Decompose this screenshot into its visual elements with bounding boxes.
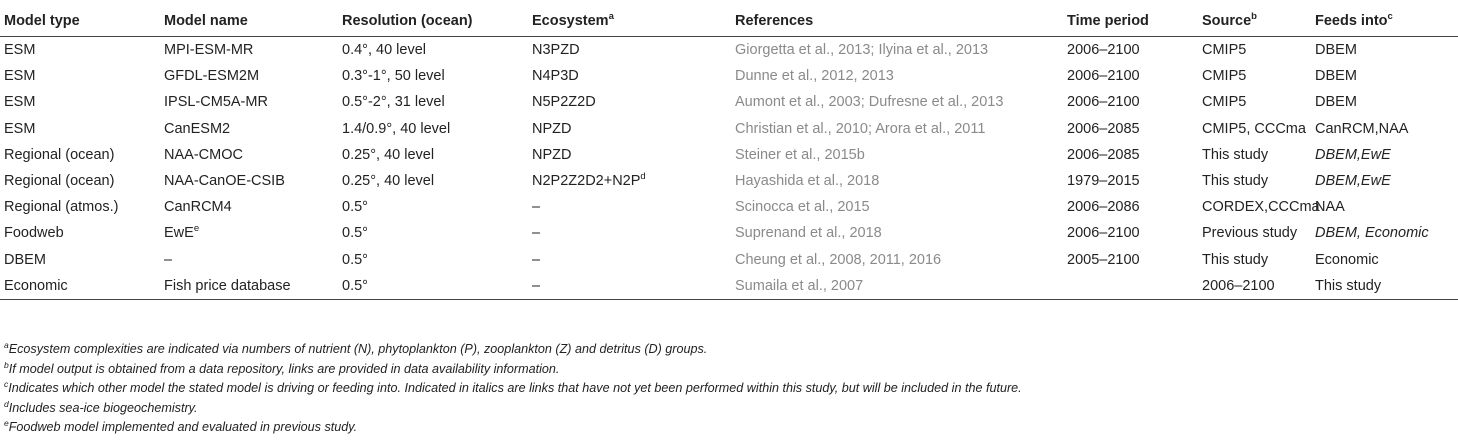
cell-resolution-text: 0.5° (342, 277, 368, 294)
cell-resolution-text: 0.5°-2°, 31 level (342, 94, 445, 111)
cell-feeds-into-text: NAA (1315, 199, 1345, 216)
cell-model-name (160, 168, 338, 194)
cell-references (731, 168, 1063, 194)
cell-resolution-text: 0.5° (342, 251, 368, 268)
footnote-text: If model output is obtained from a data repository, links are provided in data availability information. (8, 361, 560, 376)
cell-model-type (0, 220, 160, 246)
cell-source (1198, 142, 1311, 168)
table-row (0, 142, 1458, 168)
cell-time-period (1063, 273, 1198, 300)
footnote (4, 417, 1454, 440)
cell-source-text: CMIP5 (1202, 94, 1247, 111)
header-model-name: Model name (160, 6, 338, 37)
cell-source-text: 2006–2100 (1202, 277, 1275, 294)
cell-time-period-text: 2006–2100 (1067, 68, 1140, 85)
table-body (0, 37, 1458, 300)
cell-time-period-text: 2006–2085 (1067, 146, 1140, 163)
cell-source (1198, 194, 1320, 220)
cell-time-period-text: 2005–2100 (1067, 251, 1140, 268)
cell-references (731, 63, 1063, 89)
cell-model-name (160, 89, 338, 115)
cell-feeds-into (1311, 63, 1458, 89)
cell-time-period (1063, 37, 1198, 64)
cell-ecosystem-text: N5P2Z2D (532, 94, 596, 111)
table-row (0, 89, 1458, 115)
cell-resolution-text: 0.5° (342, 225, 368, 242)
cell-model-type (0, 142, 160, 168)
table-row (0, 116, 1458, 142)
cell-references-text: Cheung et al., 2008, 2011, 2016 (735, 251, 942, 268)
footnote-text: Ecosystem complexities are indicated via numbers of nutrient (N), phytoplankton (P), zooplankton (Z) and detritus (D) groups. (8, 342, 708, 356)
cell-time-period (1063, 220, 1198, 246)
cell-model-name (160, 142, 338, 168)
cell-model-type (0, 89, 160, 115)
cell-ecosystem (528, 142, 731, 168)
cell-resolution (338, 194, 528, 220)
cell-model-name-text: IPSL-CM5A-MR (164, 94, 268, 111)
header-resolution: Resolution (ocean) (338, 6, 528, 37)
cell-feeds-into (1311, 247, 1458, 273)
cell-references-text: Aumont et al., 2003; Dufresne et al., 2013 (735, 94, 1004, 111)
cell-resolution (338, 247, 528, 273)
cell-ecosystem-text: NPZD (532, 146, 572, 163)
cell-ecosystem-text: N4P3D (532, 68, 579, 85)
cell-ecosystem-text: – (532, 199, 541, 216)
cell-resolution-text: 0.25°, 40 level (342, 173, 435, 190)
cell-source (1198, 273, 1311, 300)
header-row (0, 6, 1458, 37)
footnote-text: Indicates which other model the stated model is driving or feeding into. Indicated in italics are links that have not yet been performed within this study, but will be included in the future. (8, 381, 1022, 395)
cell-ecosystem (528, 220, 731, 246)
header-references: References (731, 6, 1063, 37)
cell-references-text: Suprenand et al., 2018 (735, 225, 882, 242)
cell-time-period-text: 2006–2086 (1067, 199, 1140, 216)
cell-feeds-into (1311, 273, 1458, 300)
cell-feeds-into-text: This study (1315, 277, 1382, 294)
cell-references-text: Dunne et al., 2012, 2013 (735, 68, 894, 85)
cell-ecosystem-text: NPZD (532, 120, 572, 137)
cell-model-type-text: DBEM (4, 251, 46, 268)
cell-feeds-into (1311, 194, 1458, 220)
cell-source (1198, 116, 1311, 142)
cell-model-type (0, 247, 160, 273)
cell-references-text: Scinocca et al., 2015 (735, 199, 870, 216)
cell-source (1198, 89, 1311, 115)
cell-feeds-into (1311, 168, 1458, 194)
cell-references (731, 89, 1063, 115)
table-row (0, 220, 1458, 246)
cell-ecosystem (528, 247, 731, 273)
cell-model-type-text: ESM (4, 94, 36, 111)
cell-feeds-into (1311, 116, 1458, 142)
cell-model-name (160, 273, 338, 300)
cell-model-type-text: ESM (4, 68, 36, 85)
header-ecosystem (528, 6, 731, 37)
cell-model-name (160, 37, 338, 64)
table-row (0, 273, 1458, 300)
footnote-text: Foodweb model implemented and evaluated in previous study. (8, 420, 358, 434)
model-table (0, 6, 1458, 300)
cell-resolution-text: 0.5° (342, 199, 368, 216)
footnote-mark: e (193, 223, 200, 235)
cell-feeds-into-text: DBEM, Economic (1315, 225, 1429, 242)
cell-feeds-into (1311, 37, 1458, 64)
header-feeds-into (1311, 6, 1458, 37)
cell-model-type-text: Regional (ocean) (4, 146, 115, 163)
cell-source-text: CMIP5 (1202, 42, 1247, 59)
cell-feeds-into-text: CanRCM,NAA (1315, 120, 1409, 137)
cell-ecosystem-text: – (532, 277, 541, 294)
cell-feeds-into-text: DBEM,EwE (1315, 173, 1391, 190)
header-feeds-into-label: Feeds into (1315, 13, 1388, 29)
cell-ecosystem (528, 89, 731, 115)
cell-resolution-text: 1.4/0.9°, 40 level (342, 120, 451, 137)
cell-source-text: CMIP5 (1202, 68, 1247, 85)
cell-source (1198, 247, 1311, 273)
cell-references (731, 273, 1063, 300)
cell-references-text: Hayashida et al., 2018 (735, 173, 880, 190)
footnotes (4, 339, 1454, 440)
cell-references-text: Steiner et al., 2015b (735, 146, 865, 163)
cell-source (1198, 220, 1311, 246)
cell-model-type (0, 63, 160, 89)
cell-ecosystem (528, 273, 731, 300)
footnote (4, 398, 1454, 421)
cell-ecosystem (528, 37, 731, 64)
cell-ecosystem (528, 63, 731, 89)
cell-references (731, 247, 1063, 273)
cell-model-name (160, 220, 338, 246)
cell-resolution (338, 142, 528, 168)
cell-time-period (1063, 63, 1198, 89)
cell-resolution-text: 0.4°, 40 level (342, 42, 426, 59)
cell-references (731, 142, 1063, 168)
footnote-mark: d (4, 398, 9, 409)
cell-source-text: CMIP5, CCCma (1202, 120, 1306, 137)
header-ecosystem-label: Ecosystem (532, 13, 609, 29)
footnote-mark: b (4, 359, 9, 370)
cell-feeds-into-text: DBEM,EwE (1315, 146, 1391, 163)
cell-ecosystem-text: – (532, 251, 541, 268)
cell-source (1198, 168, 1311, 194)
table-row (0, 168, 1458, 194)
table-row (0, 247, 1458, 273)
cell-references-text: Christian et al., 2010; Arora et al., 2011 (735, 120, 986, 137)
header-time-period: Time period (1063, 6, 1198, 37)
cell-source (1198, 63, 1311, 89)
cell-time-period-text: 2006–2100 (1067, 42, 1140, 59)
cell-model-type (0, 194, 160, 220)
cell-time-period-text: 2006–2085 (1067, 120, 1140, 137)
cell-model-name-text: NAA-CMOC (164, 146, 243, 163)
cell-model-name-text: GFDL-ESM2M (164, 68, 260, 85)
cell-model-name-text: MPI-ESM-MR (164, 42, 254, 59)
footnote-mark: e (4, 417, 9, 428)
cell-model-name-text: CanRCM4 (164, 199, 232, 216)
cell-time-period (1063, 247, 1198, 273)
cell-ecosystem-text: N2P2Z2D2+N2P (532, 173, 641, 190)
cell-feeds-into-text: DBEM (1315, 42, 1357, 59)
header-feeds-into-footnote-mark: c (1387, 11, 1393, 23)
cell-feeds-into (1311, 142, 1458, 168)
cell-model-name-text: – (164, 251, 173, 268)
cell-feeds-into-text: DBEM (1315, 94, 1357, 111)
cell-model-type-text: Economic (4, 277, 68, 294)
footnote-mark: a (4, 339, 9, 350)
cell-ecosystem-text: – (532, 225, 541, 242)
cell-model-name-text: EwE (164, 225, 194, 242)
cell-time-period (1063, 168, 1198, 194)
cell-resolution (338, 89, 528, 115)
cell-references (731, 194, 1063, 220)
cell-source-text: CORDEX,CCCma (1202, 199, 1320, 216)
cell-ecosystem (528, 116, 731, 142)
cell-references (731, 116, 1063, 142)
cell-ecosystem-text: N3PZD (532, 42, 580, 59)
cell-resolution-text: 0.3°-1°, 50 level (342, 68, 445, 85)
table-row (0, 37, 1458, 64)
footnote (4, 339, 1454, 362)
cell-references-text: Giorgetta et al., 2013; Ilyina et al., 2013 (735, 42, 989, 59)
cell-model-type (0, 168, 160, 194)
cell-source-text: This study (1202, 146, 1269, 163)
cell-model-type (0, 116, 160, 142)
cell-source-text: This study (1202, 251, 1269, 268)
footnote (4, 359, 1454, 382)
cell-time-period-text: 1979–2015 (1067, 173, 1140, 190)
cell-model-name-text: NAA-CanOE-CSIB (164, 173, 285, 190)
cell-ecosystem (528, 194, 731, 220)
cell-resolution-text: 0.25°, 40 level (342, 146, 435, 163)
cell-resolution (338, 273, 528, 300)
cell-model-name (160, 247, 338, 273)
footnote-mark: c (4, 378, 9, 389)
cell-model-type-text: Regional (atmos.) (4, 199, 119, 216)
header-source (1198, 6, 1311, 37)
header-source-footnote-mark: b (1251, 11, 1257, 23)
cell-references (731, 220, 1063, 246)
cell-resolution (338, 168, 528, 194)
cell-source (1198, 37, 1311, 64)
cell-time-period (1063, 89, 1198, 115)
cell-model-name (160, 63, 338, 89)
cell-time-period (1063, 116, 1198, 142)
cell-model-name-text: Fish price database (164, 277, 291, 294)
cell-model-type-text: ESM (4, 120, 36, 137)
footnote-mark: d (640, 171, 646, 183)
table-row (0, 194, 1458, 220)
cell-feeds-into (1311, 89, 1458, 115)
cell-source-text: Previous study (1202, 225, 1298, 242)
cell-model-type-text: Foodweb (4, 225, 64, 242)
cell-time-period-text: 2006–2100 (1067, 225, 1140, 242)
cell-resolution (338, 63, 528, 89)
cell-ecosystem (528, 168, 731, 194)
footnote-text: Includes sea-ice biogeochemistry. (8, 400, 198, 415)
cell-resolution (338, 116, 528, 142)
cell-references (731, 37, 1063, 64)
header-ecosystem-footnote-mark: a (608, 11, 614, 23)
table-row (0, 63, 1458, 89)
cell-source-text: This study (1202, 173, 1269, 190)
cell-feeds-into (1311, 220, 1458, 246)
cell-resolution (338, 37, 528, 64)
cell-model-name (160, 194, 338, 220)
cell-model-type (0, 273, 160, 300)
cell-resolution (338, 220, 528, 246)
cell-time-period (1063, 194, 1198, 220)
cell-feeds-into-text: Economic (1315, 251, 1379, 268)
cell-time-period-text: 2006–2100 (1067, 94, 1140, 111)
cell-feeds-into-text: DBEM (1315, 68, 1357, 85)
footnote (4, 378, 1454, 401)
header-source-label: Source (1202, 13, 1252, 29)
header-model-type: Model type (0, 6, 160, 37)
cell-model-name (160, 116, 338, 142)
cell-time-period (1063, 142, 1198, 168)
cell-model-type (0, 37, 160, 64)
cell-model-type-text: Regional (ocean) (4, 173, 115, 190)
cell-model-name-text: CanESM2 (164, 120, 231, 137)
cell-model-type-text: ESM (4, 42, 36, 59)
cell-references-text: Sumaila et al., 2007 (735, 277, 864, 294)
